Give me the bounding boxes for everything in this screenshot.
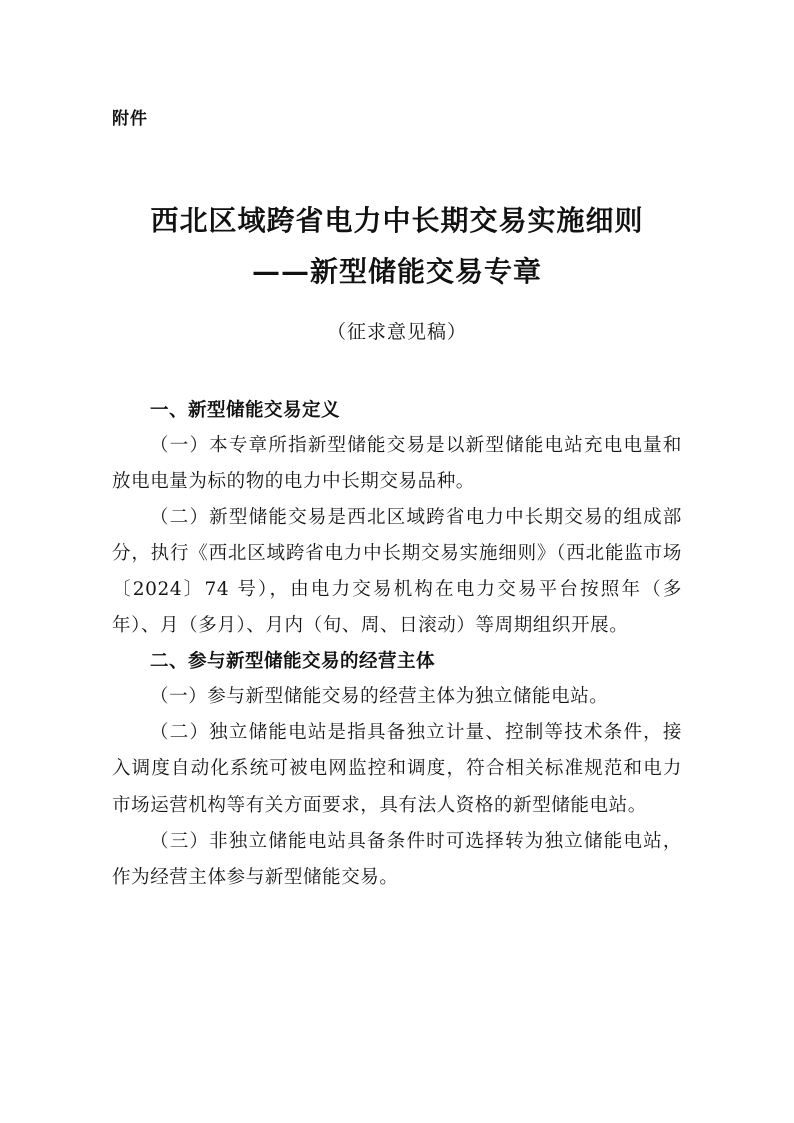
paragraph-1-2: （二）新型储能交易是西北区域跨省电力中长期交易的组成部分，执行《西北区域跨省电力中长期交易实施细则》（西北能监市场〔2024〕74 号），由电力交易机构在电力交易平台按照年（多年）、月（多月）、月内（旬、周、日滚动）等周期组织开展。 [112,506,682,637]
document-subtitle: （征求意见稿） [326,321,467,344]
paragraph-1-1: （一）本专章所指新型储能交易是以新型储能电站充电电量和放电电量为标的物的电力中长期交易品种。 [112,434,682,492]
paragraph-2-3: （三）非独立储能电站具备条件时可选择转为独立储能电站，作为经营主体参与新型储能交易。 [112,830,682,888]
attachment-label: 附件 [112,109,148,129]
page-title [112,201,682,292]
page-title-line-2: ——新型储能交易专章 [251,254,542,288]
paragraph-2-1: （一）参与新型储能交易的经营主体为独立储能电站。 [150,686,609,708]
document-body [112,393,682,896]
section-heading-2: 二、参与新型储能交易的经营主体 [150,651,436,673]
section-heading-1: 一、新型储能交易定义 [150,399,341,421]
page-title-line-1: 西北区域跨省电力中长期交易实施细则 [150,204,644,237]
paragraph-2-2: （二）独立储能电站是指具备独立计量、控制等技术条件，接入调度自动化系统可被电网监控和调度，符合相关标准规范和电力市场运营机构等有关方面要求，具有法人资格的新型储能电站。 [112,722,682,816]
